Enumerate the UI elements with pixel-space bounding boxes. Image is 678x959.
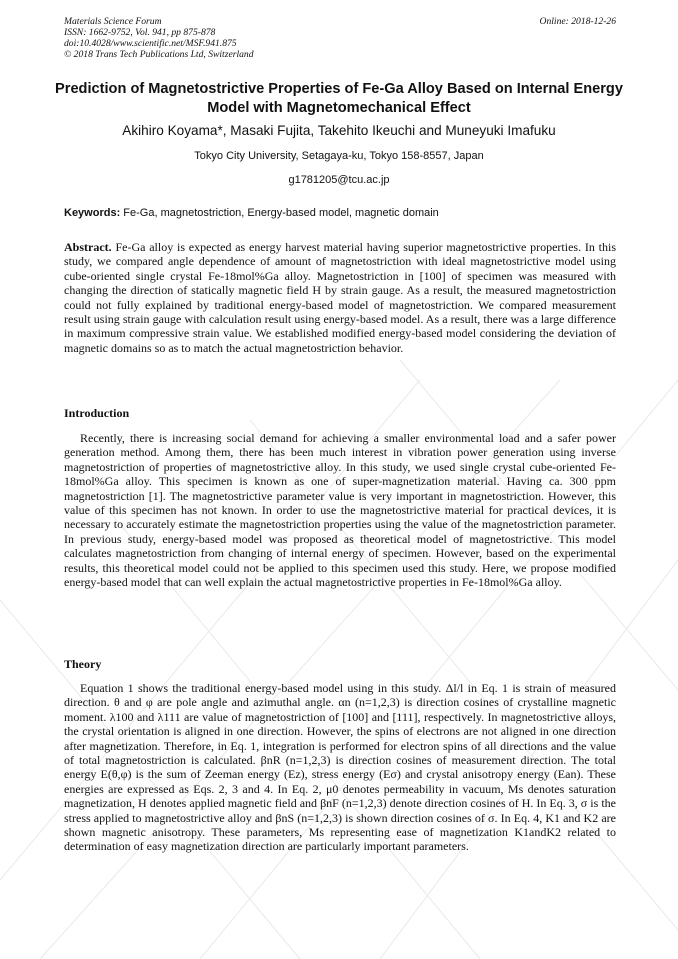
keywords-label: Keywords: (64, 207, 121, 219)
theory-heading: Theory (64, 657, 102, 671)
theory-paragraph: Equation 1 shows the traditional energy-based model using in this study. Δl/l in Eq. 1 is strain of measured direction. θ and φ are pole angle and azimuthal angle. αn (n=1,2,3) is direction cosines of crystalline magnetic moment. λ100 and λ111 are value of magnetostriction of [100] and [111], respectively. In magnetostrictive alloys, the crystal orientation is aligned in one direction. However, the spins of electrons are not aligned in one direction after magnetization. Therefore, in Eq. 1, integration is performed for electron spins of all directions and the value of total magnetostriction is calculated. βnR (n=1,2,3) is direction cosines of measurement direction. The total energy E(θ,φ) is the sum of Zeeman energy (Ez), stress energy (Eσ) and crystal anisotropy energy (Ean). These energies are expressed as Eqs. 2, 3 and 4. In Eq. 2, μ0 denotes permeability in vacuum, Ms denotes saturation magnetization, H denotes applied magnetic field and βnF (n=1,2,3) denote direction cosines of H. In Eq. 3, σ is the stress applied to magnetostrictive alloy and βnS (n=1,2,3) is shown direction cosines of σ. In Eq. 4, K1 and K2 are shown magnetic anisotropy. These parameters, Ms representing ease of magnetization K1andK2 related to determination of easy magnetization direction are particularly important parameters. (64, 681, 616, 854)
abstract-text: Fe-Ga alloy is expected as energy harvest material having superior magnetostrictive properties. In this study, we compared angle dependence of amount of magnetostriction with ideal magnetostrictive model using cube-oriented single crystal Fe-18mol%Ga alloy. Magnetostriction in [100] of specimen was measured with changing the direction of statically magnetic field H by strain gauge. As a result, the measured magnetostriction could not fully explained by traditional energy-based model of magnetostriction. We compared measurement result using strain gauge with calculation result using energy-based model. As a result, there was a large difference in maximum compressive strain value. We established modified energy-based model considering the deviation of magnetic domains so as to match the actual magnetostriction behavior. (64, 240, 616, 355)
affiliation: Tokyo City University, Setagaya-ku, Tokyo 158-8557, Japan (194, 150, 484, 162)
author-list: Akihiro Koyama*, Masaki Fujita, Takehito Ikeuchi and Muneyuki Imafuku (122, 123, 556, 138)
doi-line: doi:10.4028/www.scientific.net/MSF.941.875 (64, 38, 237, 49)
paper-title: Prediction of Magnetostrictive Properties of Fe-Ga Alloy Based on Internal Energy Model with Magnetomechanical Effect (55, 81, 623, 116)
contact-email[interactable]: g1781205@tcu.ac.jp (288, 174, 390, 186)
copyright-line: © 2018 Trans Tech Publications Ltd, Switzerland (64, 49, 254, 60)
introduction-paragraph: Recently, there is increasing social demand for achieving a smaller environmental load and a safer power generation method. Among them, there has been much interest in vibration power generation using inverse magnetostriction of properties of magnetostrictive alloy. In this study, we used single crystal cube-oriented Fe-18mol%Ga alloy. This specimen is known as one of super-magnetization material. Having ca. 300 ppm magnetostriction [1]. The magnetostrictive parameter value is very important in magnetostriction. However, this value of this specimen has not known. In order to use the magnetostrictive material for practical devices, it is necessary to accurately estimate the magnetostriction properties using the value of the magnetostriction parameter. In previous study, energy-based model was proposed as theoretical model of magnetostrictive. This model calculates magnetostriction from changing of internal energy of specimen. However, based on the experimental results, this theoretical model could not be applied to this specimen used this study. Here, we propose modified energy-based model that can well explain the actual magnetostrictive properties in Fe-18mol%Ga alloy. (64, 431, 616, 590)
introduction-heading: Introduction (64, 406, 130, 420)
journal-name: Materials Science Forum (64, 16, 162, 27)
abstract-paragraph (64, 240, 616, 355)
keywords-text: Fe-Ga, magnetostriction, Energy-based model, magnetic domain (120, 207, 439, 219)
journal-header (64, 16, 616, 60)
abstract-label: Abstract. (64, 240, 112, 254)
online-date: Online: 2018-12-26 (539, 16, 616, 27)
keywords-line (64, 207, 616, 219)
issn-line: ISSN: 1662-9752, Vol. 941, pp 875-878 (64, 27, 216, 38)
